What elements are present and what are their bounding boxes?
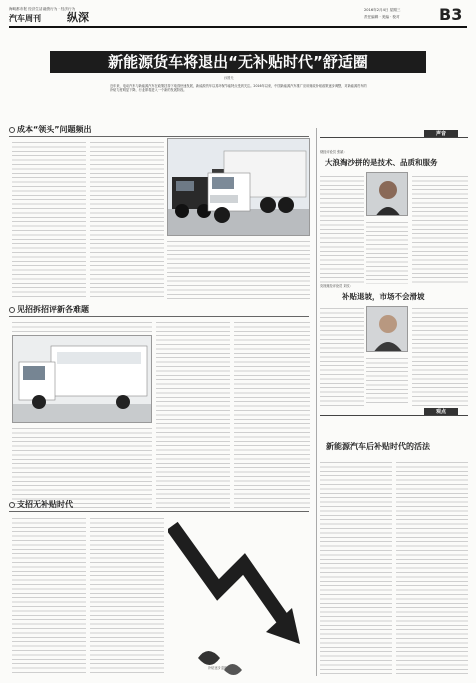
section-cost (9, 125, 309, 137)
date-line: 2016年2月4日 星期三 (364, 8, 401, 12)
commentator-2-photo (366, 306, 408, 352)
text-opinion-a (320, 460, 392, 676)
van-photo (12, 335, 152, 423)
trucks-photo (167, 138, 310, 236)
opinion-tag: 观点 (424, 408, 458, 416)
brand-line: 海峡都市报 经济生活 (9, 7, 43, 11)
circle-marker-icon (9, 502, 15, 508)
text-voice-1b (412, 174, 468, 284)
byline: 孙圆光 (224, 76, 234, 80)
headline: 新能源货车将退出“无补贴时代”舒适圈 (108, 53, 368, 71)
text-col-1c (167, 239, 310, 301)
text-col-2b (12, 426, 152, 510)
arrow-graphic (168, 520, 310, 678)
arrow-caption: 补贴逐步退坡 (208, 666, 228, 670)
commentator-1: 财经评论员 张斌： (320, 150, 347, 154)
paper-name: 汽车周刊 (9, 14, 41, 23)
down-arrow-icon (168, 520, 310, 678)
section-challenges (9, 305, 309, 317)
section-cost-title: 成本“领头”问题频出 (17, 125, 92, 134)
headline-banner (50, 51, 426, 73)
commentator-1-photo (366, 172, 408, 216)
page-number: B3 (439, 5, 463, 24)
text-col-3b (90, 516, 164, 676)
masthead (9, 6, 467, 28)
text-voice-2c (366, 356, 408, 406)
voice-2-title: 补贴退坡，市场不会滑坡 (342, 292, 425, 301)
text-voice-1a (320, 174, 364, 284)
opinion-title: 新能源汽车后补贴时代的活法 (326, 442, 430, 451)
text-voice-2a (320, 306, 364, 406)
circle-marker-icon (9, 307, 15, 313)
section-name: 纵深 (67, 11, 89, 24)
editors-line: 责任编辑 · 美编 · 校对 (364, 15, 400, 19)
sub-line: 融资行为 · 经济行为 (43, 7, 76, 11)
text-col-2c (156, 320, 230, 510)
text-col-1a (12, 140, 86, 300)
text-col-1b (90, 140, 164, 300)
text-col-3a (12, 516, 86, 676)
commentator-2: 央视财经评论员 刘戈： (320, 284, 353, 288)
section-no-subsidy (9, 500, 309, 512)
section-challenges-rule (9, 316, 309, 317)
text-opinion-b (396, 460, 468, 676)
voices-rule (320, 137, 468, 138)
voice-1-title: 大浪淘沙拼的是技术、品质和服务 (325, 158, 438, 167)
text-voice-1c (366, 220, 408, 284)
opinion-rule (320, 415, 468, 416)
column-divider (316, 128, 317, 676)
circle-marker-icon (9, 127, 15, 133)
section-cost-rule (9, 136, 309, 137)
lead-text: 近年来，电动汽车与新能源汽车在政策扶持下取得快速发展，新能源货车以其环保节能特点受到关注。2016年以来，中国新能源汽车推广应用财政补贴政策逐步调整，对新能源货车的补贴力度明显下降，行业即将进入一个新的发展阶段。 (110, 84, 367, 93)
section-challenges-title: 见招拆招评新各难题 (17, 305, 89, 314)
voices-tag: 声音 (424, 130, 458, 138)
text-voice-2b (412, 306, 468, 406)
text-col-2d (234, 320, 310, 510)
section-no-subsidy-rule (9, 511, 309, 512)
section-no-subsidy-title: 支招无补贴时代 (17, 500, 73, 509)
masthead-rule (9, 26, 467, 28)
